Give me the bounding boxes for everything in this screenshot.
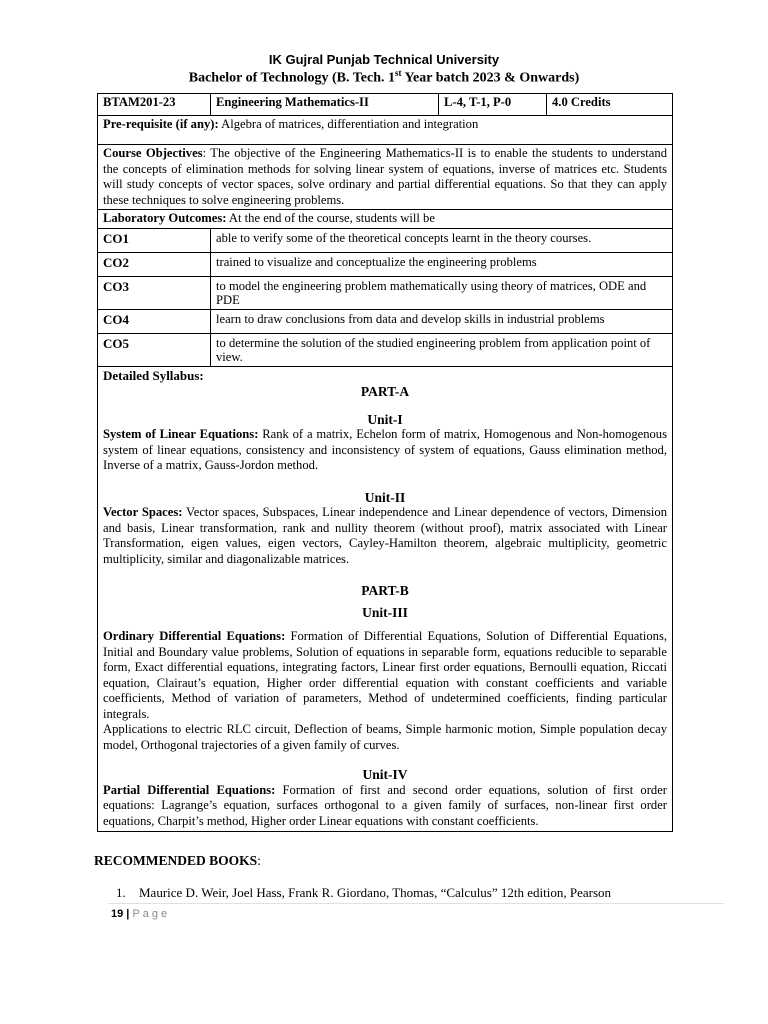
prerequisite-row: Pre-requisite (if any): Algebra of matrices, differentiation and integration — [98, 116, 672, 145]
syllabus-label: Detailed Syllabus: — [103, 367, 204, 383]
outcome-row: CO5 to determine the solution of the studied engineering problem from application point of view. — [98, 334, 672, 367]
program-title: Bachelor of Technology (B. Tech. 1st Year batch 2023 & Onwards) — [188, 68, 580, 86]
outcomes-header-row: Laboratory Outcomes: At the end of the course, students will be — [98, 210, 672, 229]
part-b-heading: PART-B — [361, 583, 409, 598]
course-table — [97, 93, 673, 832]
outcome-row: CO2 trained to visualize and conceptualize the engineering problems — [98, 253, 672, 277]
objectives-row: Course Objectives: The objective of the Engineering Mathematics-II is to enable the students to understand the concepts of elimination methods for solving linear system of equations, inverse of matrices etc. Students will study concepts of vector spaces, solve ordinary and partial differential equations. So that they can apply these techniques to solve engineering problems. — [98, 145, 672, 210]
outcome-row: CO1 able to verify some of the theoretical concepts learnt in the theory courses. — [98, 229, 672, 253]
unit-1-text: System of Linear Equations: Rank of a matrix, Echelon form of matrix, Homogenous and Non-homogenous system of linear equations, consistency and inconsistency of system of equations, Gauss elimination method, Inverse of a matrix, Gauss-Jordon method. — [103, 427, 667, 472]
recommended-books-heading: RECOMMENDED BOOKS: — [94, 853, 261, 868]
page-footer: 19 | Page — [111, 908, 171, 920]
syllabus-section — [98, 367, 672, 832]
course-ltp: L-4, T-1, P-0 — [439, 94, 547, 115]
outcome-row: CO4 learn to draw conclusions from data and develop skills in industrial problems — [98, 310, 672, 334]
book-item: 1. Maurice D. Weir, Joel Hass, Frank R. Giordano, Thomas, “Calculus” 12th edition, Pearson — [116, 885, 612, 900]
course-info-row — [98, 94, 672, 116]
footer-divider — [108, 903, 724, 904]
course-title: Engineering Mathematics-II — [211, 94, 439, 115]
outcome-row: CO3 to model the engineering problem mathematically using theory of matrices, ODE and PDE — [98, 277, 672, 310]
course-code: BTAM201-23 — [98, 94, 211, 115]
part-a-heading: PART-A — [360, 384, 410, 399]
unit-4-text: Partial Differential Equations: Formation of first and second order equations, solution of first order equations: Lagrange’s equation, surfaces orthogonal to a given family of surfaces, non-linear first order equations, Charpit’s method, Higher order Linear equations with constant coefficients. — [103, 782, 667, 828]
unit-2-heading: Unit-II — [364, 489, 406, 505]
course-credits: 4.0 Credits — [552, 95, 611, 109]
unit-3-heading: Unit-III — [362, 604, 408, 620]
university-name: IK Gujral Punjab Technical University — [268, 52, 500, 67]
unit-4-heading: Unit-IV — [362, 767, 408, 782]
unit-3-text: Ordinary Differential Equations: Formation of Differential Equations, Solution of Differential Equations, Initial and Boundary value problems, Solution of equations in separable form, equations reducible to separable form, Exact differential equations, integrating factors, Linear first order equations, Bernoulli equation, Riccati equation, Clairaut’s equation, Higher order differential equation with constant coefficients and variable coefficients, Method of variation of parameters, Method of undetermined coefficients, finding particular integrals. — [103, 629, 668, 721]
unit-1-heading: Unit-I — [367, 411, 403, 427]
unit-3-applications: Applications to electric RLC circuit, Deflection of beams, Simple harmonic motion, Simple population decay model, Orthogonal trajectories of a given family of curves. — [103, 722, 667, 752]
unit-2-text: Vector Spaces: Vector spaces, Subspaces, Linear independence and Linear dependence of vectors, Dimension and basis, Linear transformation, rank and nullity theorem (without proof), matrix associated with Linear Transformation, eigen values, eigen vectors, Cayley-Hamilton theorem, algebraic multiplicity, geometric multiplicity, similar and diagonalizable matrices. — [103, 505, 668, 566]
